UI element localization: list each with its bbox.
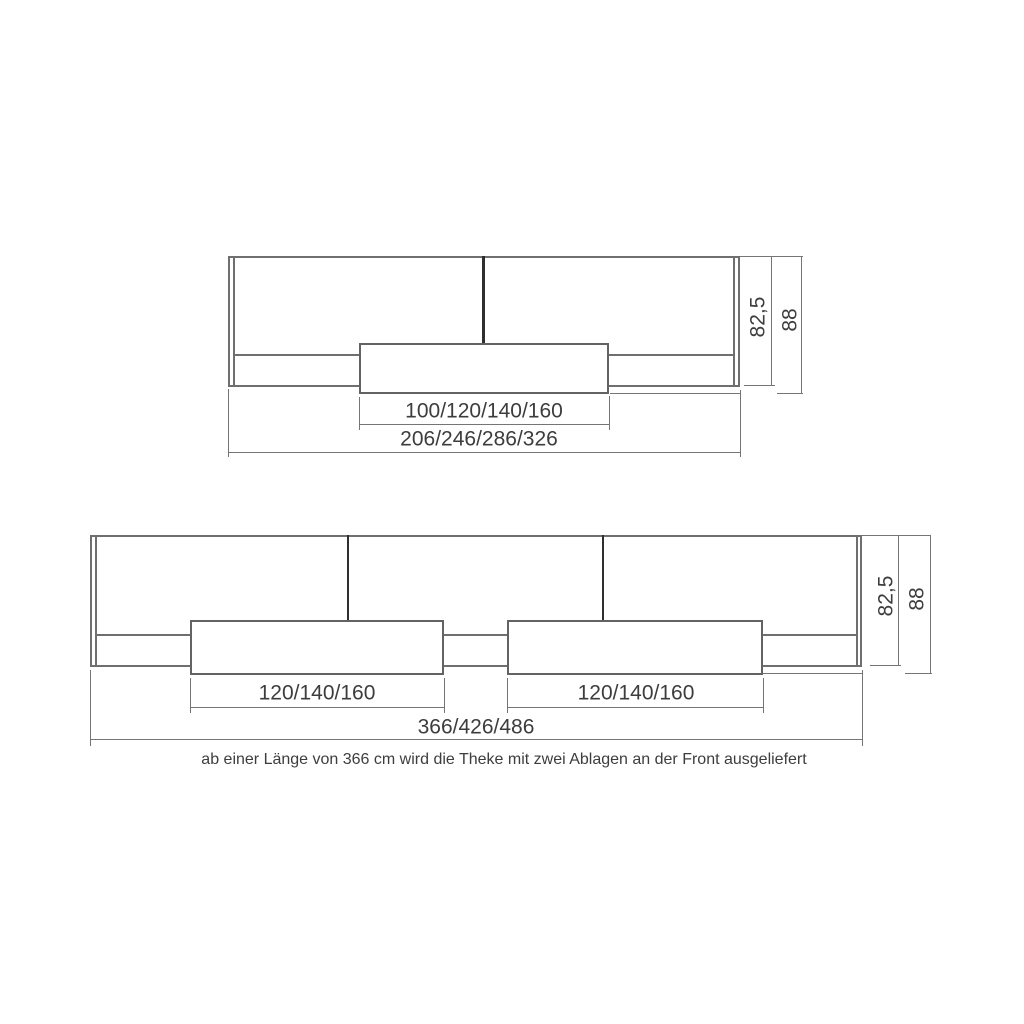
- counter-ledge-right: [763, 634, 857, 636]
- shelf-left-dim-line: [190, 707, 445, 708]
- total-width-extension-right: [740, 390, 741, 457]
- counter-height-label: 82,5: [874, 575, 898, 617]
- total-height-dim-line: [930, 535, 931, 674]
- total-width-extension-left: [228, 389, 229, 457]
- counter-height-dim-line: [771, 256, 772, 386]
- shelf-dim-extension-left: [359, 397, 360, 430]
- shelf-width-label: 100/120/140/160: [405, 399, 563, 423]
- front-shelf-right-box: [507, 620, 763, 675]
- counter-height-dim-line: [898, 535, 899, 666]
- counter-ledge-middle: [444, 634, 507, 636]
- counter-left-inner-edge: [95, 535, 97, 667]
- counter-right-inner-edge: [856, 535, 858, 667]
- counter-front-divider-left: [347, 535, 349, 620]
- counter-left-outer-edge: [228, 256, 230, 387]
- front-shelf-box: [359, 343, 609, 394]
- counter-left-inner-edge: [233, 256, 235, 387]
- total-width-dim-line: [90, 739, 863, 740]
- height-dim-top-extension: [862, 535, 930, 536]
- total-height-dim-tick: [777, 393, 803, 394]
- total-width-dim-line: [228, 452, 741, 453]
- counter-front-divider-right: [602, 535, 604, 620]
- delivery-note-caption: ab einer Länge von 366 cm wird die Theke mit zwei Ablagen an der Front ausgeliefert: [201, 751, 807, 768]
- total-height-label: 88: [905, 587, 929, 611]
- total-width-extension-right: [862, 670, 863, 746]
- counter-height-dim-tick: [744, 385, 775, 386]
- front-shelf-left-box: [190, 620, 444, 675]
- counter-right-outer-edge: [860, 535, 862, 667]
- counter-top-edge: [90, 535, 862, 537]
- counter-ledge-left: [95, 634, 190, 636]
- counter-height-dim-tick: [870, 665, 901, 666]
- counter-right-inner-edge: [733, 256, 735, 387]
- counter-height-label: 82,5: [746, 296, 770, 338]
- total-height-dim-tick: [905, 673, 932, 674]
- shelf-right-width-label: 120/140/160: [577, 681, 695, 705]
- shelf-bottom-extension: [763, 673, 862, 674]
- counter-ledge-right: [608, 354, 734, 356]
- total-height-label: 88: [778, 308, 802, 332]
- total-width-label: 366/426/486: [417, 715, 535, 739]
- shelf-dim-line: [359, 424, 610, 425]
- total-width-extension-left: [90, 670, 91, 746]
- shelf-left-width-label: 120/140/160: [258, 681, 376, 705]
- total-width-label: 206/246/286/326: [400, 427, 558, 451]
- counter-front-divider: [482, 256, 485, 345]
- counter-ledge-left: [233, 354, 359, 356]
- counter-right-outer-edge: [738, 256, 740, 387]
- shelf-bottom-extension: [610, 393, 740, 394]
- shelf-right-dim-line: [507, 707, 764, 708]
- counter-left-outer-edge: [90, 535, 92, 667]
